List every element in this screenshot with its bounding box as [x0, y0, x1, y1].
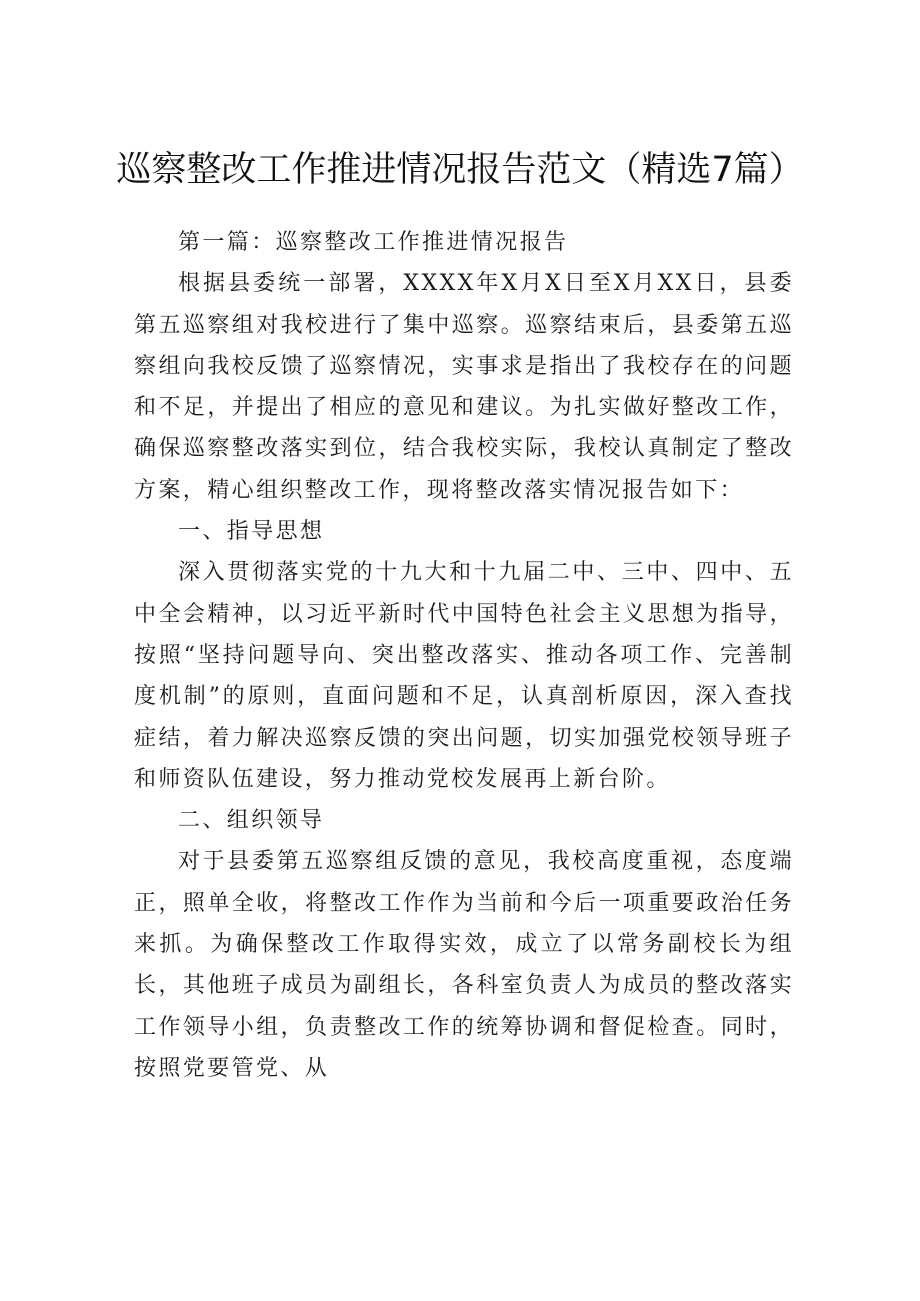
paragraph-intro: 根据县委统一部署，XXXX年X月X日至X月XX日，县委第五巡察组对我校进行了集中巡察。巡察结束后，县委第五巡察组向我校反馈了巡察情况，实事求是指出了我校存在的问题和不足，并提出了相应的意见和建议。为扎实做好整改工作，确保巡察整改落实到位，结合我校实际，我校认真制定了整改方案，精心组织整改工作，现将整改落实情况报告如下： [134, 271, 794, 503]
section-title: 第一篇：巡察整改工作推进情况报告 [178, 230, 569, 255]
document-body [134, 222, 794, 1089]
document-title: 巡察整改工作推进情况报告范文（精选7篇） [116, 150, 804, 190]
heading-organization: 二、组织领导 [178, 808, 325, 834]
heading-guiding-thought: 一、指导思想 [178, 519, 325, 545]
paragraph-organization: 对于县委第五巡察组反馈的意见，我校高度重视，态度端正，照单全收，将整改工作作为当前和今后一项重要政治任务来抓。为确保整改工作取得实效，成立了以常务副校长为组长，其他班子成员为副组长，各科室负责人为成员的整改落实工作领导小组，负责整改工作的统筹协调和督促检查。同时，按照党要管党、从 [134, 849, 794, 1081]
paragraph-guiding-thought: 深入贯彻落实党的十九大和十九届二中、三中、四中、五中全会精神，以习近平新时代中国特色社会主义思想为指导，按照“坚持问题导向、突出整改落实、推动各项工作、完善制度机制”的原则，直面问题和不足，认真剖析原因，深入查找症结，着力解决巡察反馈的突出问题，切实加强党校领导班子和师资队伍建设，努力推动党校发展再上新台阶。 [134, 560, 794, 792]
